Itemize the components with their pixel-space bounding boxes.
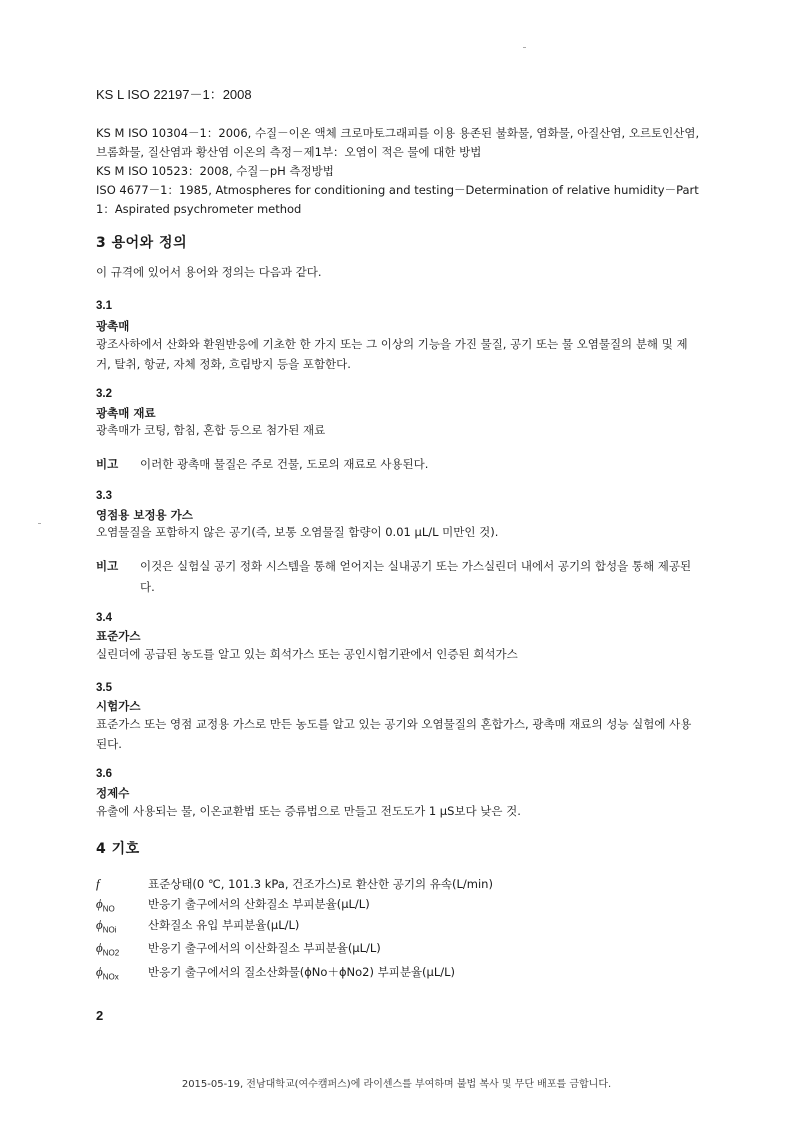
symbol-description: 반응기 출구에서의 질소산화물(ϕNo＋ϕNo2) 부피분율(μL/L) xyxy=(148,965,456,979)
term-definition: 유출에 사용되는 물, 이온교환법 또는 증류법으로 만들고 전도도가 1 μS보다 낮은 것. xyxy=(96,804,521,818)
term-definition: 실린더에 공급된 농도를 알고 있는 희석가스 또는 공인시험기관에서 인증된 희석가스 xyxy=(96,647,518,661)
term-number: 3.6 xyxy=(96,768,112,780)
license-footer: 2015-05-19, 전남대학교(여수캠퍼스)에 라이센스를 부여하며 불법 복사 및 무단 배포를 금합니다. xyxy=(181,1079,612,1090)
note-text: 이것은 실험실 공기 정화 시스템을 통해 얻어지는 실내공기 또는 가스실린더 내에서 공기의 합성을 통해 제공된다. xyxy=(140,559,692,594)
term-title: 시험가스 xyxy=(96,699,141,713)
term-title: 정제수 xyxy=(96,786,130,800)
symbol: $\phi_{NO2}$ xyxy=(96,940,120,958)
symbol-row xyxy=(96,917,701,935)
term-note xyxy=(96,556,701,598)
term-definition: 오염물질을 포함하지 않은 공기(즉, 보통 오염물질 함량이 0.01 μL/L 미만인 것). xyxy=(96,525,499,539)
standard-code: KS L ISO 22197－1：2008 xyxy=(96,87,252,102)
term-number: 3.2 xyxy=(96,388,112,400)
symbol-row xyxy=(96,964,701,982)
symbol: $\phi_{NOx}$ xyxy=(96,964,119,982)
term-number: 3.1 xyxy=(96,300,112,312)
reference-item: KS M ISO 10523：2008, 수질－pH 측정방법 xyxy=(96,164,334,178)
reference-item: KS M ISO 10304－1：2006, 수질－이온 액체 크로마토그래피를 이용 용존된 불화물, 염화물, 아질산염, 오르토인산염, 브롬화물, 질산염과 황산염 이온의 측정－제1부：오염이 적은 물에 대한 방법 xyxy=(96,126,700,159)
symbol-description: 반응기 출구에서의 이산화질소 부피분율(μL/L) xyxy=(148,941,381,955)
term-title: 표준가스 xyxy=(96,629,141,643)
scan-mark xyxy=(38,523,41,524)
reference-item: ISO 4677－1：1985, Atmospheres for conditioning and testing－Determination of relative humidity－Part 1：Aspirated psychrometer method xyxy=(96,183,699,216)
term-title: 광촉매 재료 xyxy=(96,406,156,420)
term-title: 영점용 보정용 가스 xyxy=(96,508,193,522)
section-3-intro: 이 규격에 있어서 용어와 정의는 다음과 같다. xyxy=(96,265,322,279)
term-note xyxy=(96,454,701,475)
section-3-heading: 3 용어와 정의 xyxy=(96,235,188,251)
symbol-row xyxy=(96,940,701,958)
symbol-description: 표준상태(0 ℃, 101.3 kPa, 건조가스)로 환산한 공기의 유속(L/min) xyxy=(148,877,493,891)
note-label: 비고 xyxy=(96,559,119,573)
symbol: $\phi_{NO}$ xyxy=(96,896,115,914)
term-number: 3.5 xyxy=(96,682,112,694)
page-number: 2 xyxy=(96,1008,104,1023)
symbol-description: 산화질소 유입 부피분율(μL/L) xyxy=(148,918,300,932)
term-number: 3.4 xyxy=(96,612,112,624)
symbol: f xyxy=(96,876,100,891)
symbol-row xyxy=(96,876,701,894)
term-definition: 광조사하에서 산화와 환원반응에 기초한 한 가지 또는 그 이상의 기능을 가진 물질, 공기 또는 물 오염물질의 분해 및 제거, 탈취, 항균, 자체 정화, 흐림방지 등을 포함한다. xyxy=(96,337,688,371)
section-4-heading: 4 기호 xyxy=(96,841,140,857)
normative-references xyxy=(96,124,701,219)
scan-mark xyxy=(523,47,526,48)
term-title: 광촉매 xyxy=(96,319,130,333)
symbol-description: 반응기 출구에서의 산화질소 부피분율(μL/L) xyxy=(148,897,370,911)
term-number: 3.3 xyxy=(96,490,112,502)
term-definition: 광촉매가 코팅, 함침, 혼합 등으로 첨가된 재료 xyxy=(96,423,326,437)
term-definition: 표준가스 또는 영점 교정용 가스로 만든 농도를 알고 있는 공기와 오염물질의 혼합가스, 광촉매 재료의 성능 실험에 사용된다. xyxy=(96,717,692,751)
symbol: $\phi_{NOi}$ xyxy=(96,917,117,935)
note-label: 비고 xyxy=(96,457,119,471)
note-text: 이러한 광촉매 물질은 주로 건물, 도로의 재료로 사용된다. xyxy=(140,457,429,471)
symbol-row xyxy=(96,896,701,914)
